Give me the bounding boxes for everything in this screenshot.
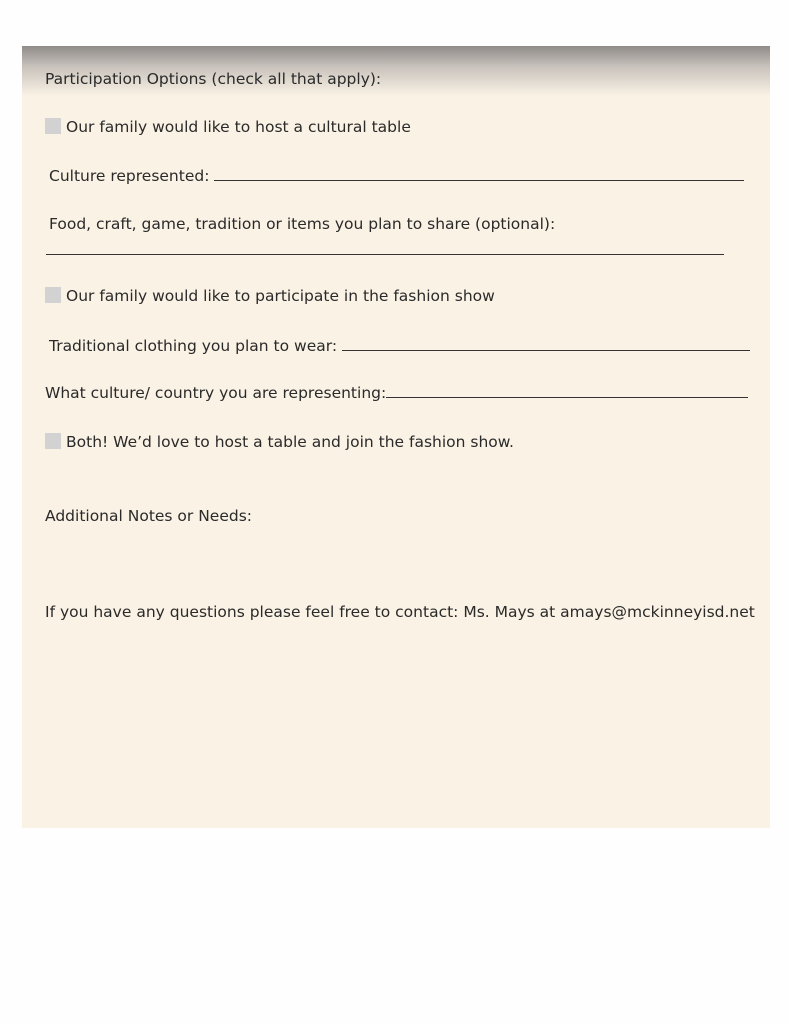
culture-represented-row [49, 166, 744, 186]
culture-country-row [45, 383, 748, 403]
culture-represented-input[interactable] [214, 166, 744, 181]
host-table-checkbox[interactable] [45, 118, 61, 134]
traditional-clothing-row [49, 336, 750, 356]
fashion-show-label: Our family would like to participate in the fashion show [66, 287, 495, 305]
fashion-show-checkbox[interactable] [45, 287, 61, 303]
food-items-input[interactable] [46, 254, 724, 255]
additional-notes-label: Additional Notes or Needs: [45, 507, 253, 525]
host-table-label: Our family would like to host a cultural table [66, 118, 411, 136]
traditional-clothing-label: Traditional clothing you plan to wear: [49, 337, 338, 355]
culture-country-input[interactable] [386, 383, 748, 398]
culture-represented-label: Culture represented: [49, 167, 210, 185]
culture-country-label: What culture/ country you are representing: [45, 384, 387, 402]
traditional-clothing-input[interactable] [342, 336, 750, 351]
participation-heading: Participation Options (check all that apply): [45, 70, 382, 88]
both-checkbox[interactable] [45, 433, 61, 449]
food-items-label: Food, craft, game, tradition or items you plan to share (optional): [49, 215, 556, 233]
both-label: Both! We’d love to host a table and join the fashion show. [66, 433, 514, 451]
contact-text: If you have any questions please feel free to contact: Ms. Mays at amays@mckinneyisd.net [45, 603, 755, 621]
